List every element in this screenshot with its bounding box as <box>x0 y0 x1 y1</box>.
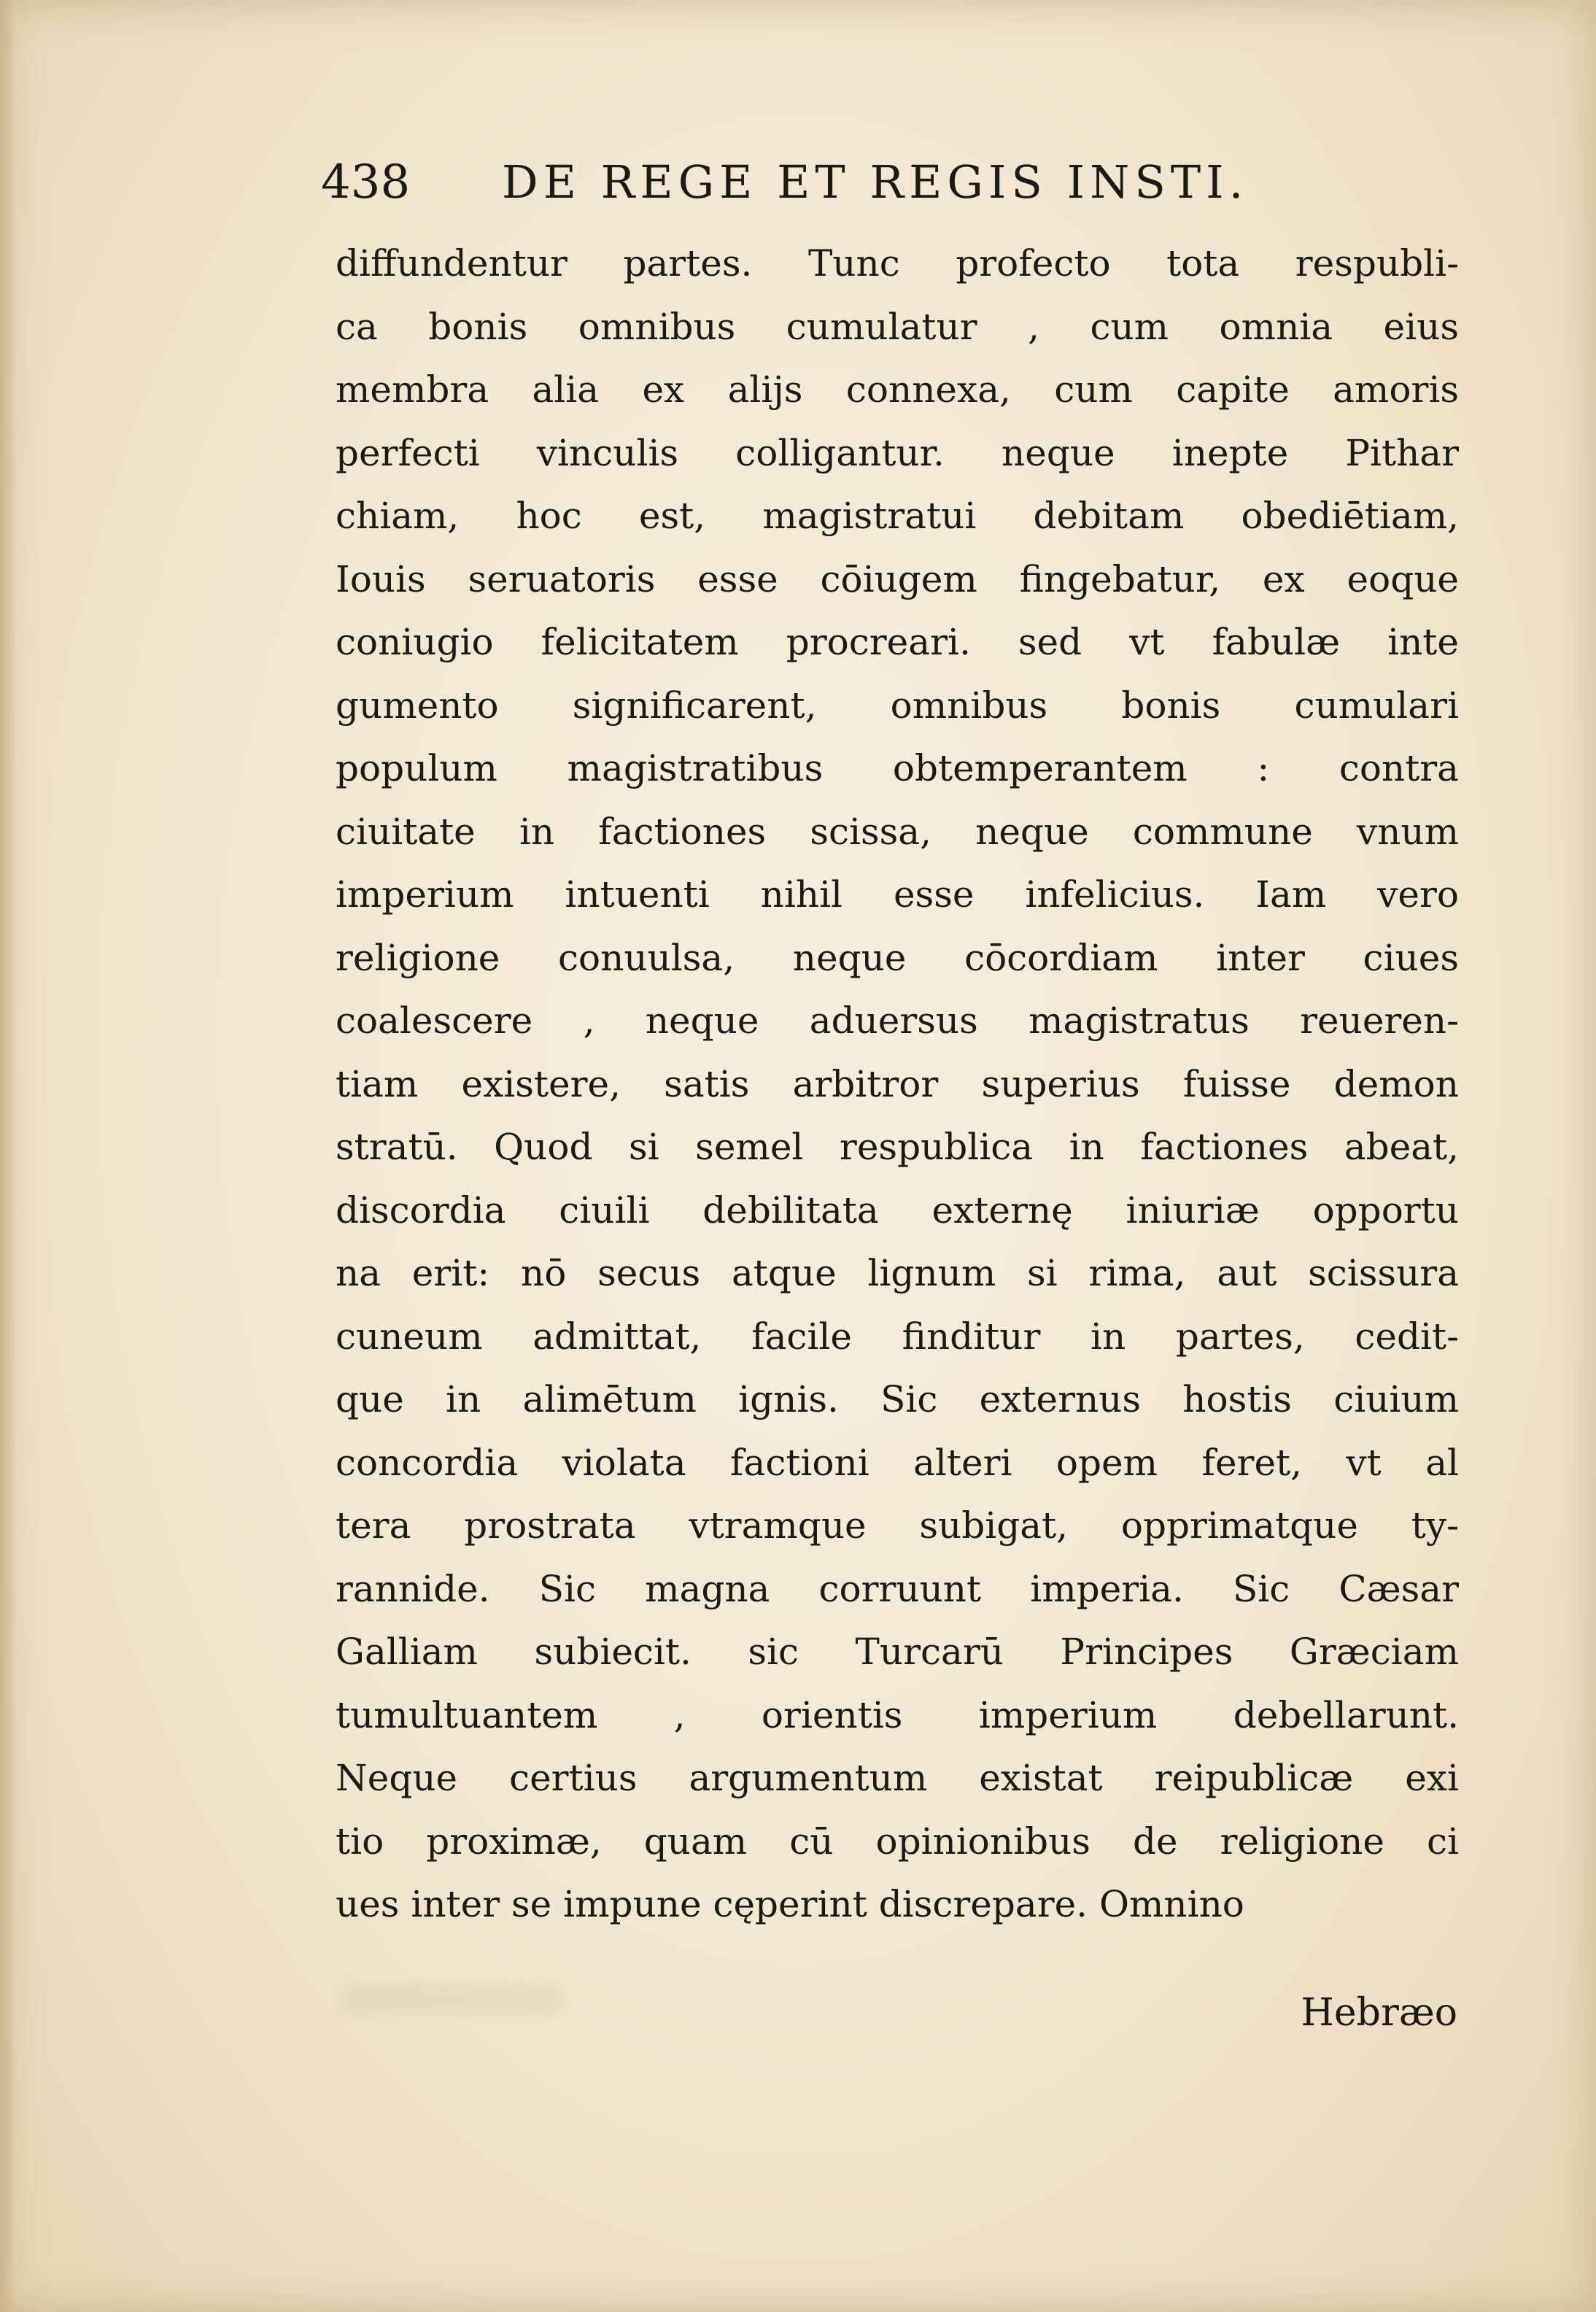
text-line: populum magistratibus obtemperantem : contra <box>336 747 1459 789</box>
text-line: membra alia ex alijs connexa, cum capite amoris <box>336 368 1459 411</box>
text-line: chiam, hoc est, magistratui debitam obediētiam, <box>336 495 1459 537</box>
text-line: rannide. Sic magna corruunt imperia. Sic Cæsar <box>336 1567 1459 1610</box>
text-line: na erit: nō secus atque lignum si rima, aut scissura <box>336 1252 1459 1294</box>
text-line: diffundentur partes. Tunc profecto tota respubli- <box>336 242 1459 285</box>
text-line: perfecti vinculis colligantur. neque inepte Pithar <box>336 431 1459 474</box>
text-line: tera prostrata vtramque subigat, opprimatque ty- <box>336 1504 1459 1547</box>
text-line: discordia ciuili debilitata externę iniuriæ opportu <box>336 1188 1459 1232</box>
text-line: coniugio felicitatem procreari. sed vt fabulæ inte <box>336 621 1459 663</box>
text-line: Iouis seruatoris esse cōiugem fingebatur, ex eoque <box>336 557 1459 600</box>
text-line: religione conuulsa, neque cōcordiam inter ciues <box>336 936 1459 979</box>
text-line: tiam existere, satis arbitror superius fuisse demon <box>336 1062 1459 1105</box>
text-line: tumultuantem , orientis imperium debellarunt. <box>336 1693 1459 1736</box>
text-line: que in alimētum ignis. Sic externus hostis ciuium <box>336 1378 1459 1420</box>
text-line: Neque certius argumentum existat reipublicæ exi <box>336 1757 1459 1799</box>
text-line: Galliam subiecit. sic Turcarū Principes Græciam <box>336 1631 1459 1673</box>
text-line: ciuitate in factiones scissa, neque commune vnum <box>336 810 1459 853</box>
show-through-ink <box>343 1984 562 2014</box>
text-line: tio proximæ, quam cū opinionibus de religione ci <box>336 1820 1459 1863</box>
body-text <box>336 232 1459 1936</box>
text-line: cuneum admittat, facile finditur in partes, cedit- <box>336 1315 1459 1358</box>
page-number: 438 <box>321 155 411 209</box>
text-line: concordia violata factioni alteri opem feret, vt al <box>336 1441 1459 1484</box>
text-line: coalescere , neque aduersus magistratus reueren- <box>336 1000 1459 1042</box>
text-line: stratū. Quod si semel respublica in factiones abeat, <box>336 1126 1459 1168</box>
page-gutter-shadow <box>0 0 16 2312</box>
catchword: Hebræo <box>1301 1991 1457 2035</box>
text-line: gumento significarent, omnibus bonis cumulari <box>336 684 1459 727</box>
text-line: ca bonis omnibus cumulatur , cum omnia eius <box>336 305 1459 348</box>
running-title: DE REGE ET REGIS INSTI. <box>502 155 1249 209</box>
running-head <box>321 150 1328 215</box>
text-line: ues inter se impune cęperint discrepare. Omnino <box>336 1883 1244 1925</box>
text-line: imperium intuenti nihil esse infelicius. Iam vero <box>336 873 1459 916</box>
